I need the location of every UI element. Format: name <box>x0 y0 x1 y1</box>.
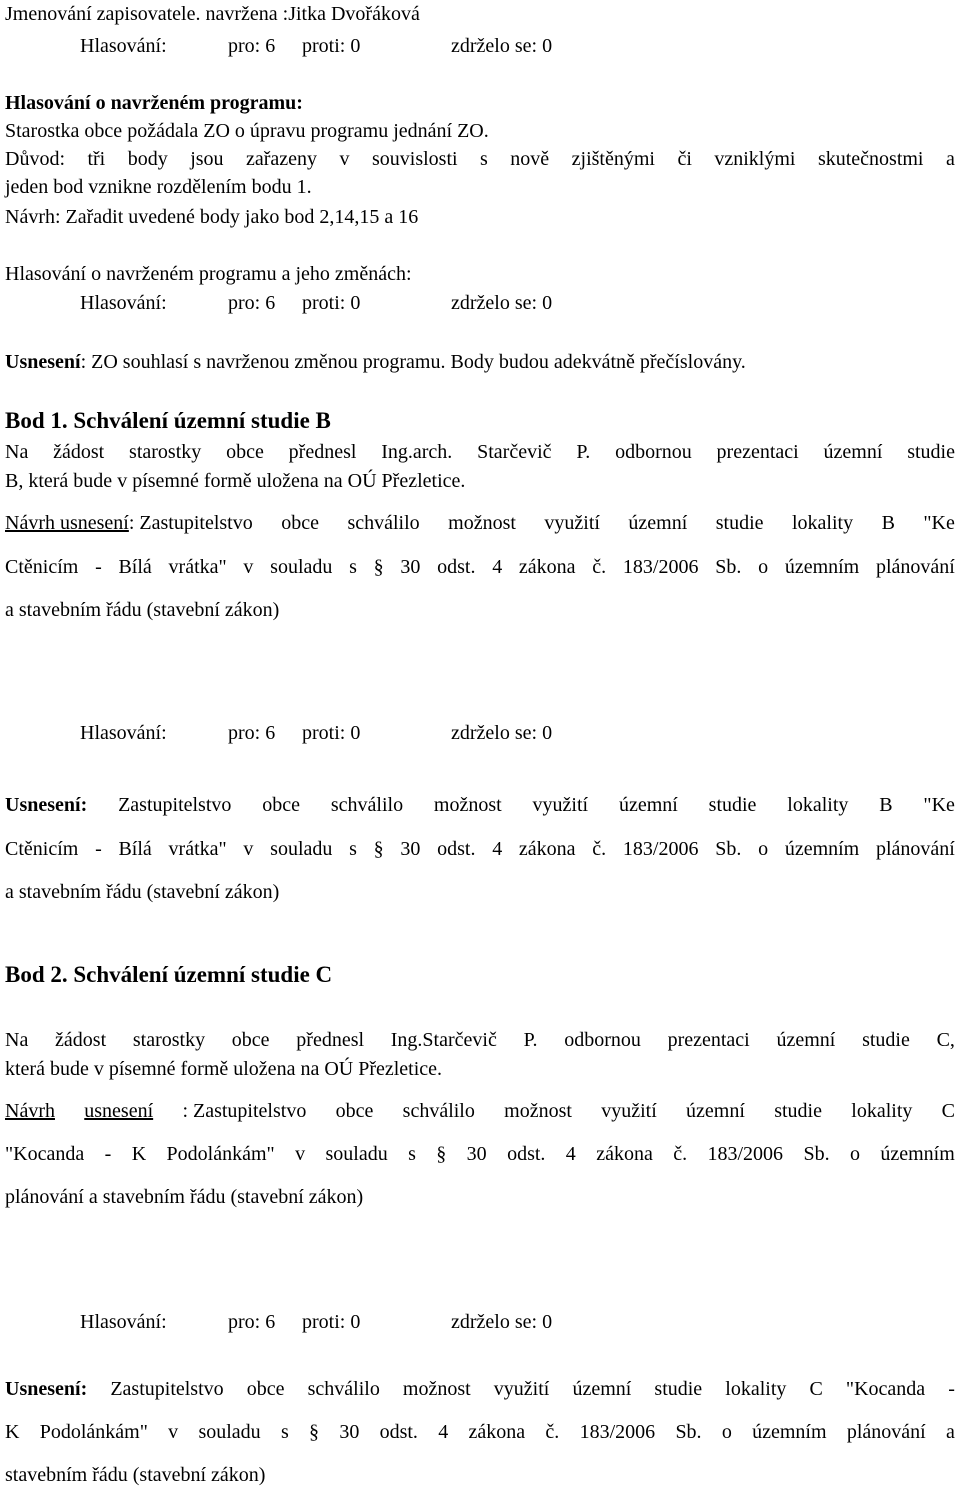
word: 4 <box>565 1143 576 1165</box>
word: tři <box>87 148 106 170</box>
word: lokality <box>787 794 849 816</box>
word: s <box>349 556 357 578</box>
word: 4 <box>438 1421 449 1443</box>
word: Bílá <box>118 556 152 578</box>
vote-pro: pro: 6 <box>228 722 276 744</box>
vote-zdrzelo: zdrželo se: 0 <box>451 292 553 314</box>
word: lokality <box>725 1378 787 1400</box>
usneseni-text: : ZO souhlasí s navrženou změnou programu. Body budou adekvátně přečíslovány. <box>80 351 746 373</box>
word: a <box>945 148 955 170</box>
word: č. <box>592 556 607 578</box>
word: prezentaci <box>716 441 799 463</box>
vote-label: Hlasování: <box>80 1311 167 1333</box>
word: s <box>408 1143 416 1165</box>
word: zákona <box>596 1143 653 1165</box>
navrh-lead <box>5 511 253 535</box>
word: Zastupitelstvo <box>118 794 232 816</box>
word: souvislosti <box>371 148 458 170</box>
word: vrátka" <box>168 556 227 578</box>
program-vote-heading: Hlasování o navrženém programu a jeho změnách: <box>5 263 412 285</box>
usneseni-label: Usnesení <box>5 351 81 373</box>
bod1-zadost-line2: B, která bude v písemné formě uložena na OÚ Přezletice. <box>5 470 466 492</box>
word: či <box>677 148 692 170</box>
word: prezentaci <box>667 1029 750 1051</box>
word: 183/2006 <box>707 1143 784 1165</box>
vote-label: Hlasování: <box>80 292 167 314</box>
word: zjištěnými <box>571 148 655 170</box>
word: v <box>243 556 254 578</box>
program-usneseni <box>5 350 746 374</box>
word: C <box>941 1100 955 1122</box>
vote-zdrzelo: zdrželo se: 0 <box>451 35 553 57</box>
word: zákona <box>518 556 576 578</box>
word: studie <box>715 512 764 534</box>
word: v <box>168 1421 179 1443</box>
bod1-usneseni-line3: a stavebním řádu (stavební zákon) <box>5 881 280 903</box>
word: - <box>95 838 102 860</box>
word: odbornou <box>615 441 692 463</box>
word: schválilo <box>307 1378 380 1400</box>
usneseni-label: Usnesení: <box>5 1378 88 1400</box>
word: v <box>339 148 350 170</box>
word: § <box>436 1143 447 1165</box>
word: s <box>480 148 488 170</box>
word: K <box>5 1421 20 1443</box>
word: obce <box>246 1378 285 1400</box>
bod1-usneseni <box>5 793 955 817</box>
word: 183/2006 <box>622 556 699 578</box>
word: zákona <box>518 838 576 860</box>
word: 30 <box>400 838 421 860</box>
word: o <box>849 1143 860 1165</box>
word: nově <box>510 148 550 170</box>
bod1-navrh-line2 <box>5 555 955 579</box>
vote-proti: proti: 0 <box>302 1311 361 1333</box>
word: možnost <box>448 512 516 534</box>
word: územním <box>752 1421 827 1443</box>
word: s <box>280 1421 289 1443</box>
word: : Zastupitelstvo <box>128 512 253 534</box>
word: plánování <box>875 556 955 578</box>
word: lokality <box>792 512 854 534</box>
bod2-usneseni-line3: stavebním řádu (stavební zákon) <box>5 1464 266 1486</box>
word: Zastupitelstvo <box>110 1378 224 1400</box>
word: Sb. <box>715 556 742 578</box>
word: obce <box>262 794 301 816</box>
word: Podolánkám" <box>166 1143 275 1165</box>
word: Na <box>5 1029 29 1051</box>
word: vzniklými <box>714 148 796 170</box>
vote-zdrzelo: zdrželo se: 0 <box>451 1311 553 1333</box>
word: odst. <box>437 556 476 578</box>
word: : Zastupitelstvo <box>182 1100 307 1122</box>
word: využití <box>601 1100 657 1122</box>
word: C <box>809 1378 823 1400</box>
word: 183/2006 <box>622 838 699 860</box>
word: § <box>309 1421 320 1443</box>
word: s <box>349 838 357 860</box>
word: č. <box>545 1421 560 1443</box>
word: "Kocanda <box>845 1378 926 1400</box>
vote-zdrzelo: zdrželo se: 0 <box>451 722 553 744</box>
vote-pro: pro: 6 <box>228 292 276 314</box>
program-navrh: Návrh: Zařadit uvedené body jako bod 2,14,15 a 16 <box>5 206 419 228</box>
word: Starčevič <box>477 441 552 463</box>
word: B <box>881 512 895 534</box>
word: B <box>879 794 893 816</box>
bod2-navrh-line2 <box>5 1142 955 1166</box>
word: odbornou <box>564 1029 641 1051</box>
word: studie <box>862 1029 910 1051</box>
navrh-label-word: usnesení <box>84 1100 154 1122</box>
word: odst. <box>507 1143 546 1165</box>
word: možnost <box>402 1378 471 1400</box>
word: schválilo <box>330 794 404 816</box>
word: 4 <box>492 556 503 578</box>
zapisovatel-line: Jmenování zapisovatele. navržena :Jitka Dvořáková <box>5 3 420 25</box>
word: vrátka" <box>168 838 227 860</box>
vote-label: Hlasování: <box>80 722 167 744</box>
word: "Ke <box>923 794 955 816</box>
word: starostky <box>132 1029 206 1051</box>
word: o <box>721 1421 732 1443</box>
word: Ctěnicím <box>5 556 79 578</box>
word: P. <box>523 1029 538 1051</box>
vote-proti: proti: 0 <box>302 722 361 744</box>
word: Sb. <box>715 838 742 860</box>
word: Ctěnicím <box>5 838 79 860</box>
word: 30 <box>400 556 421 578</box>
word: územním <box>784 838 860 860</box>
bod2-heading: Bod 2. Schválení územní studie C <box>5 962 333 987</box>
word: souladu <box>270 838 333 860</box>
bod2-usneseni <box>5 1377 955 1401</box>
word: P. <box>576 441 591 463</box>
word: možnost <box>433 794 502 816</box>
usneseni-label: Usnesení: <box>5 794 88 816</box>
word: Na <box>5 441 29 463</box>
word: zařazeny <box>246 148 318 170</box>
word: Sb. <box>675 1421 702 1443</box>
bod1-usneseni-line2 <box>5 837 955 861</box>
word: § <box>373 556 384 578</box>
word: C, <box>936 1029 955 1051</box>
vote-pro: pro: 6 <box>228 1311 276 1333</box>
bod1-heading: Bod 1. Schválení územní studie B <box>5 408 331 433</box>
bod2-zadost <box>5 1028 955 1052</box>
word: využití <box>544 512 600 534</box>
vote-proti: proti: 0 <box>302 35 361 57</box>
word: studie <box>654 1378 703 1400</box>
word: plánování <box>875 838 955 860</box>
word: - <box>104 1143 112 1165</box>
duvod-line <box>5 147 955 171</box>
program-heading: Hlasování o navrženém programu: <box>5 92 303 114</box>
bod2-navrh-line3: plánování a stavebním řádu (stavební zákon) <box>5 1186 364 1208</box>
word: využití <box>532 794 589 816</box>
word: Bílá <box>118 838 152 860</box>
word: souladu <box>325 1143 388 1165</box>
word: lokality <box>851 1100 913 1122</box>
word: přednesl <box>288 441 357 463</box>
word: územním <box>784 556 860 578</box>
word: Ing.arch. <box>381 441 453 463</box>
word: odst. <box>379 1421 418 1443</box>
word: "Kocanda <box>5 1143 85 1165</box>
word: územní <box>776 1029 836 1051</box>
vote-pro: pro: 6 <box>228 35 276 57</box>
vote-proti: proti: 0 <box>302 292 361 314</box>
word: § <box>373 838 384 860</box>
word: schválilo <box>402 1100 475 1122</box>
word: starostky <box>129 441 202 463</box>
word: studie <box>708 794 757 816</box>
word: "Ke <box>923 512 955 534</box>
navrh-label-word: Návrh <box>5 1100 55 1122</box>
word: a <box>946 1421 955 1443</box>
program-line: jeden bod vznikne rozdělením bodu 1. <box>5 176 312 198</box>
word: přednesl <box>296 1029 365 1051</box>
word: zákona <box>468 1421 526 1443</box>
word: obce <box>231 1029 270 1051</box>
word: studie <box>907 441 955 463</box>
word: 30 <box>466 1143 487 1165</box>
word: Důvod: <box>5 148 65 170</box>
word: o <box>758 556 769 578</box>
word: souladu <box>198 1421 261 1443</box>
word: obce <box>226 441 264 463</box>
word: obce <box>335 1100 374 1122</box>
bod1-navrh <box>5 511 955 535</box>
bod1-navrh-line3: a stavebním řádu (stavební zákon) <box>5 599 280 621</box>
navrh-label: Návrh usnesení <box>5 512 129 534</box>
word: využití <box>493 1378 550 1400</box>
word: 30 <box>339 1421 360 1443</box>
word: souladu <box>270 556 333 578</box>
word: odst. <box>437 838 476 860</box>
word: K <box>131 1143 147 1165</box>
word: obce <box>281 512 319 534</box>
word: studie <box>774 1100 822 1122</box>
word: územní <box>572 1378 632 1400</box>
word: jsou <box>190 148 224 170</box>
word: možnost <box>504 1100 572 1122</box>
word: v <box>243 838 254 860</box>
bod2-zadost-line2: která bude v písemné formě uložena na OÚ Přezletice. <box>5 1058 443 1080</box>
word: 4 <box>492 838 503 860</box>
word: - <box>948 1378 955 1400</box>
word: skutečnostmi <box>817 148 924 170</box>
word: plánování <box>846 1421 926 1443</box>
vote-label: Hlasování: <box>80 35 167 57</box>
word: č. <box>592 838 607 860</box>
word: územní <box>618 794 678 816</box>
word: body <box>127 148 168 170</box>
word: v <box>295 1143 306 1165</box>
word: územní <box>628 512 688 534</box>
bod2-navrh <box>5 1099 955 1123</box>
word: Sb. <box>803 1143 830 1165</box>
word: územní <box>686 1100 745 1122</box>
bod2-usneseni-line2 <box>5 1420 955 1444</box>
word: žádost <box>55 1029 107 1051</box>
word: Podolánkám" <box>39 1421 148 1443</box>
word: žádost <box>53 441 105 463</box>
word: územním <box>880 1143 955 1165</box>
word: Ing.Starčevič <box>390 1029 497 1051</box>
bod1-zadost <box>5 440 955 464</box>
word: územní <box>823 441 883 463</box>
program-line: Starostka obce požádala ZO o úpravu programu jednání ZO. <box>5 120 489 142</box>
word: č. <box>673 1143 688 1165</box>
word: - <box>95 556 102 578</box>
word: o <box>758 838 769 860</box>
word: schválilo <box>347 512 420 534</box>
word: 183/2006 <box>579 1421 656 1443</box>
